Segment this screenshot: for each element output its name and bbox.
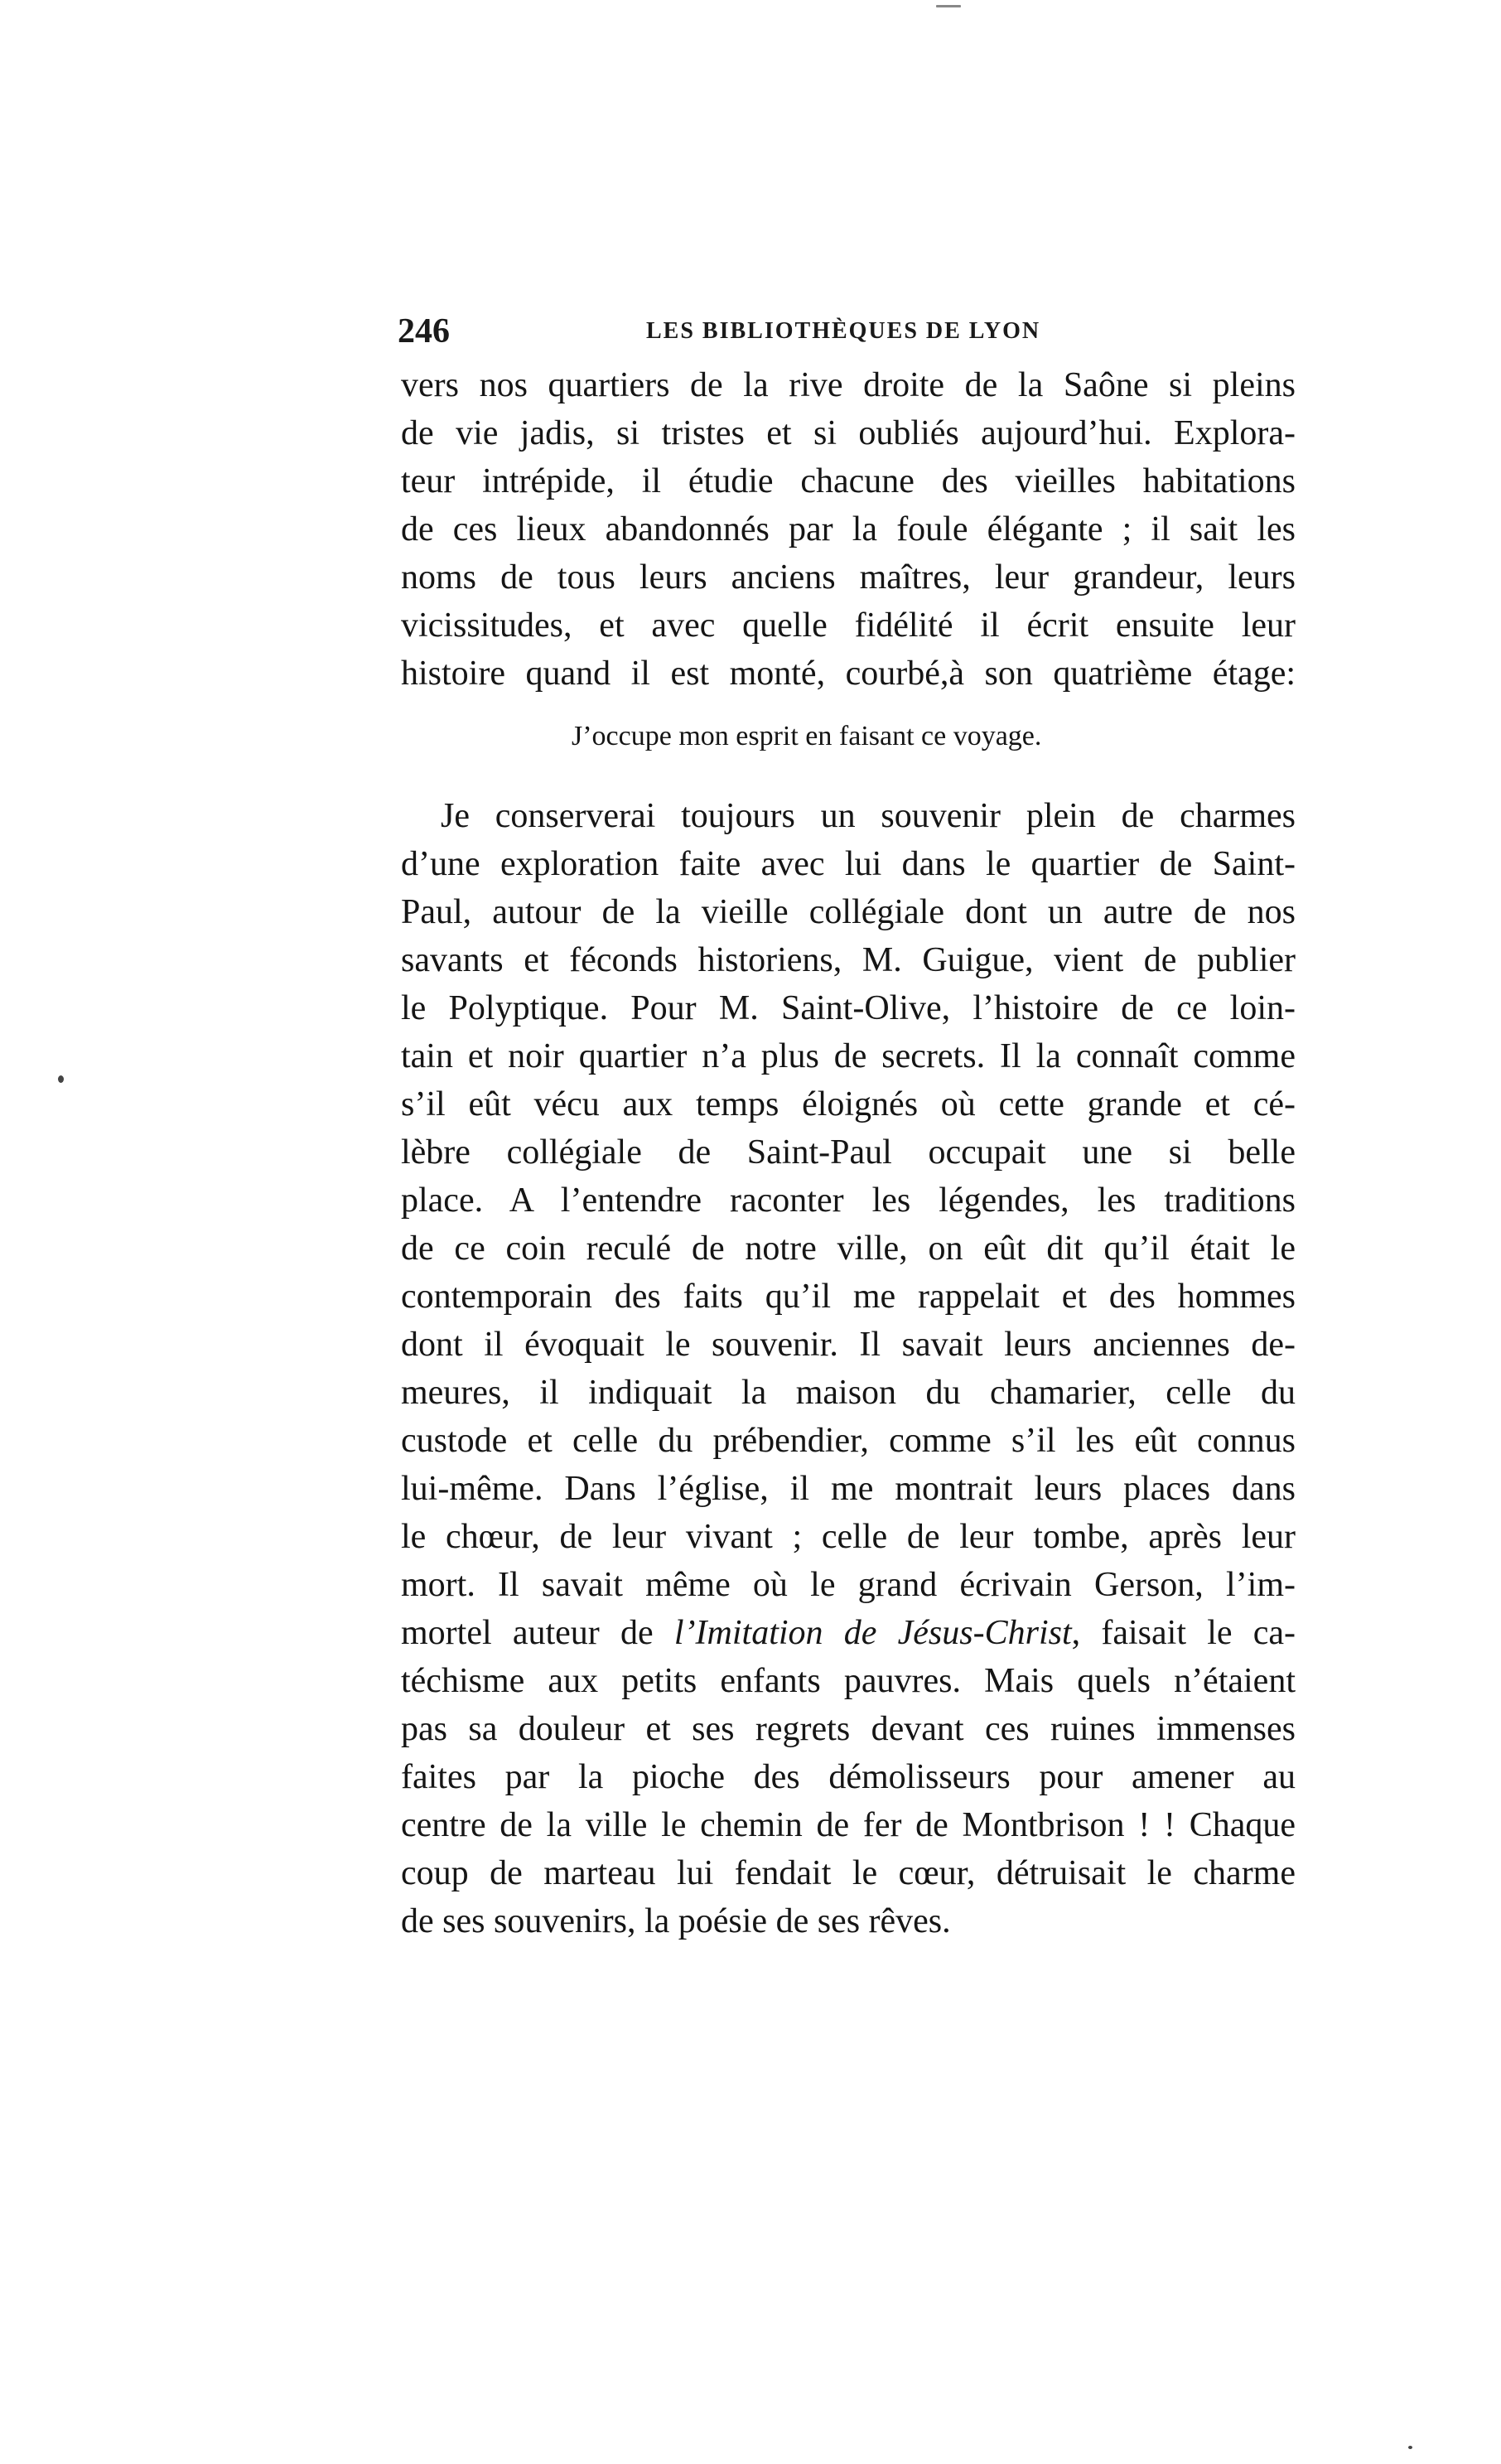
text-line: de ses souvenirs, la poésie de ses rêves.	[401, 1902, 951, 1940]
text-line: place. A l’entendre raconter les légendes, les traditions	[401, 1181, 1296, 1220]
text-line: Je conserverai toujours un souvenir plein de charmes	[441, 797, 1296, 835]
paragraph-1	[401, 361, 1296, 698]
text-line: centre de la ville le chemin de fer de Montbrison ! ! Chaque	[401, 1806, 1296, 1844]
text-line: s’il eût vécu aux temps éloignés où cette grande et cé-	[401, 1085, 1296, 1123]
paragraph-2	[401, 792, 1296, 1945]
text-line-with-italic-title	[401, 1609, 1296, 1657]
text-line: contemporain des faits qu’il me rappelait et des hommes	[401, 1278, 1296, 1316]
text-line: custode et celle du prébendier, comme s’il les eût connus	[401, 1422, 1296, 1460]
text-line: Paul, autour de la vieille collégiale dont un autre de nos	[401, 893, 1296, 931]
text-line: téchisme aux petits enfants pauvres. Mais quels n’étaient	[401, 1662, 1296, 1700]
text-line: histoire quand il est monté, courbé,à son quatrième étage:	[401, 655, 1296, 693]
text-line: d’une exploration faite avec lui dans le quartier de Saint-	[401, 845, 1296, 883]
print-speck	[1408, 2446, 1412, 2449]
text-line: de ces lieux abandonnés par la foule élégante ; il sait les	[401, 510, 1296, 548]
book-title-italic: l’Imitation de Jésus-Christ	[673, 1614, 1072, 1652]
text-line: le chœur, de leur vivant ; celle de leur tombe, après leur	[401, 1518, 1296, 1556]
print-speck	[58, 1075, 64, 1083]
text-line: lui-même. Dans l’église, il me montrait leurs places dans	[401, 1470, 1296, 1508]
print-speck	[936, 5, 961, 7]
page-number: 246	[398, 312, 450, 350]
text-line: teur intrépide, il étudie chacune des vieilles habitations	[401, 462, 1296, 500]
text-line: faites par la pioche des démolisseurs pour amener au	[401, 1758, 1296, 1796]
text-line: tain et noir quartier n’a plus de secrets. Il la connaît comme	[401, 1037, 1296, 1075]
text-line: de ce coin reculé de notre ville, on eût dit qu’il était le	[401, 1230, 1296, 1268]
running-title: LES BIBLIOTHÈQUES DE LYON	[646, 318, 1041, 344]
text-line: coup de marteau lui fendait le cœur, détruisait le charme	[401, 1854, 1296, 1892]
text-fragment: mortel auteur de	[401, 1614, 674, 1652]
text-fragment: , faisait le ca-	[1071, 1614, 1296, 1652]
page-header	[398, 312, 1044, 353]
text-line: dont il évoquait le souvenir. Il savait leurs anciennes de-	[401, 1326, 1296, 1364]
text-line: meures, il indiquait la maison du chamarier, celle du	[401, 1374, 1296, 1412]
text-line: savants et féconds historiens, M. Guigue, vient de publier	[401, 941, 1296, 979]
text-line: le Polyptique. Pour M. Saint-Olive, l’histoire de ce loin-	[401, 989, 1296, 1027]
text-line: pas sa douleur et ses regrets devant ces ruines immenses	[401, 1710, 1296, 1748]
text-line: vers nos quartiers de la rive droite de la Saône si pleins	[401, 366, 1296, 404]
text-line: de vie jadis, si tristes et si oubliés aujourd’hui. Explora-	[401, 414, 1296, 452]
verse-quote: J’occupe mon esprit en faisant ce voyage.	[572, 721, 1042, 751]
text-line: mort. Il savait même où le grand écrivain Gerson, l’im-	[401, 1566, 1296, 1604]
text-line: noms de tous leurs anciens maîtres, leur grandeur, leurs	[401, 558, 1296, 597]
text-line: vicissitudes, et avec quelle fidélité il écrit ensuite leur	[401, 606, 1296, 645]
text-line: lèbre collégiale de Saint-Paul occupait une si belle	[401, 1133, 1296, 1172]
